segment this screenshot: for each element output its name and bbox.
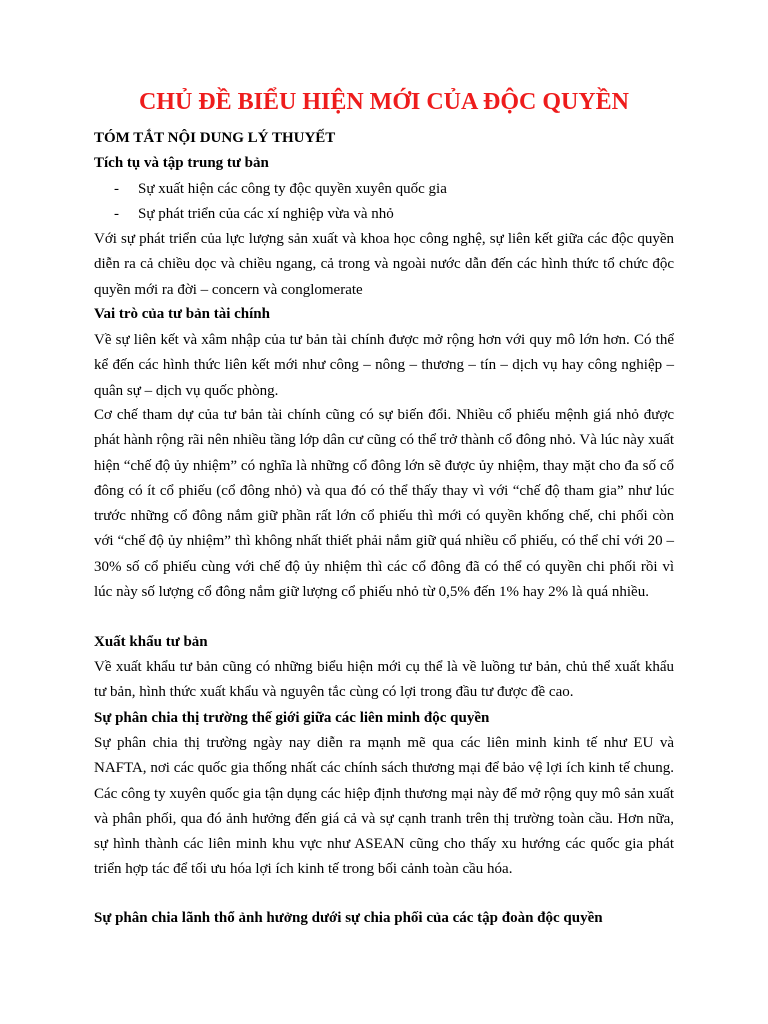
section-heading-finance-capital: Vai trò của tư bản tài chính: [94, 306, 270, 322]
paragraph-market-division: Sự phân chia thị trường ngày nay diễn ra mạnh mẽ qua các liên minh kinh tế như EU và NAFTA, nơi các quốc gia thống nhất các chính sách thương mại để bảo vệ lợi ích kinh tế chung. Các công ty xuyên quốc gia tận dụng các hiệp định thương mại này để mở rộng quy mô sản xuất và phân phối, qua đó ảnh hưởng đến giá cả và sự cạnh tranh trên thị trường toàn cầu. Hơn nữa, sự hình thành các liên minh khu vực như ASEAN cũng cho thấy xu hướng các quốc gia phát triển hợp tác để tối ưu hóa lợi ích kinh tế trong bối cảnh toàn cầu hóa.: [94, 735, 674, 878]
bullet-item: [114, 204, 394, 224]
bullet-dash: -: [114, 206, 119, 222]
bullet-text: Sự phát triển của các xí nghiệp vừa và nhỏ: [138, 206, 394, 222]
section-heading-capital-export: Xuất khẩu tư bản: [94, 634, 208, 650]
paragraph-finance-mechanism: Cơ chế tham dự của tư bản tài chính cũng có sự biến đổi. Nhiều cổ phiếu mệnh giá nhỏ được phát hành rộng rãi nên nhiều tầng lớp dân cư cũng có thể trở thành cổ đông nhỏ. Và lúc này xuất hiện “chế độ ủy nhiệm” có nghĩa là những cổ đông lớn sẽ được ủy nhiệm, thay mặt cho đa số cổ đông có ít cổ phiếu (cổ đông nhỏ) và qua đó có thể thấy thay vì với “chế độ tham gia” như lúc trước những cổ đông nắm giữ phần rất lớn cổ phiếu thì mới có quyền khống chế, chi phối còn với “chế độ ủy nhiệm” thì không nhất thiết phải nắm giữ quá nhiều cổ phiếu, có thể chỉ với 20 – 30% số cổ phiếu cùng với chế độ ủy nhiệm thì các cổ đông đã có thể có quyền chi phối rồi vì lúc này số lượng cổ đông nắm giữ lượng cổ phiếu nhỏ từ 0,5% đến 1% hay 2% là quá nhiều.: [94, 407, 674, 601]
summary-heading: TÓM TẮT NỘI DUNG LÝ THUYẾT: [94, 130, 336, 146]
bullet-dash: -: [114, 181, 119, 197]
paragraph-capital-export: Về xuất khẩu tư bản cũng có những biểu hiện mới cụ thể là về luồng tư bản, chủ thể xuất khẩu tư bản, hình thức xuất khẩu và nguyên tắc cùng có lợi trong đầu tư được đề cao.: [94, 659, 674, 701]
section-heading-market-division: Sự phân chia thị trường thế giới giữa các liên minh độc quyền: [94, 710, 490, 726]
paragraph-accumulation: Với sự phát triển của lực lượng sản xuất và khoa học công nghệ, sự liên kết giữa các độc quyền diễn ra cả chiều dọc và chiều ngang, cả trong và ngoài nước dẫn đến các hình thức tổ chức độc quyền mới ra đời – concern và conglomerate: [94, 231, 674, 298]
paragraph-finance-linkage: Về sự liên kết và xâm nhập của tư bản tài chính được mở rộng hơn với quy mô lớn hơn. Có thể kể đến các hình thức liên kết mới như công – nông – thương – tín – dịch vụ hay công nghiệp – quân sự – dịch vụ quốc phòng.: [94, 332, 674, 399]
document-title: CHỦ ĐỀ BIỂU HIỆN MỚI CỦA ĐỘC QUYỀN: [138, 89, 630, 115]
section-heading-territory-division: Sự phân chia lãnh thổ ảnh hưởng dưới sự chia phối của các tập đoàn độc quyền: [94, 910, 603, 926]
bullet-text: Sự xuất hiện các công ty độc quyền xuyên quốc gia: [138, 181, 447, 197]
section-heading-accumulation: Tích tụ và tập trung tư bản: [94, 155, 269, 171]
bullet-item: [114, 179, 447, 199]
